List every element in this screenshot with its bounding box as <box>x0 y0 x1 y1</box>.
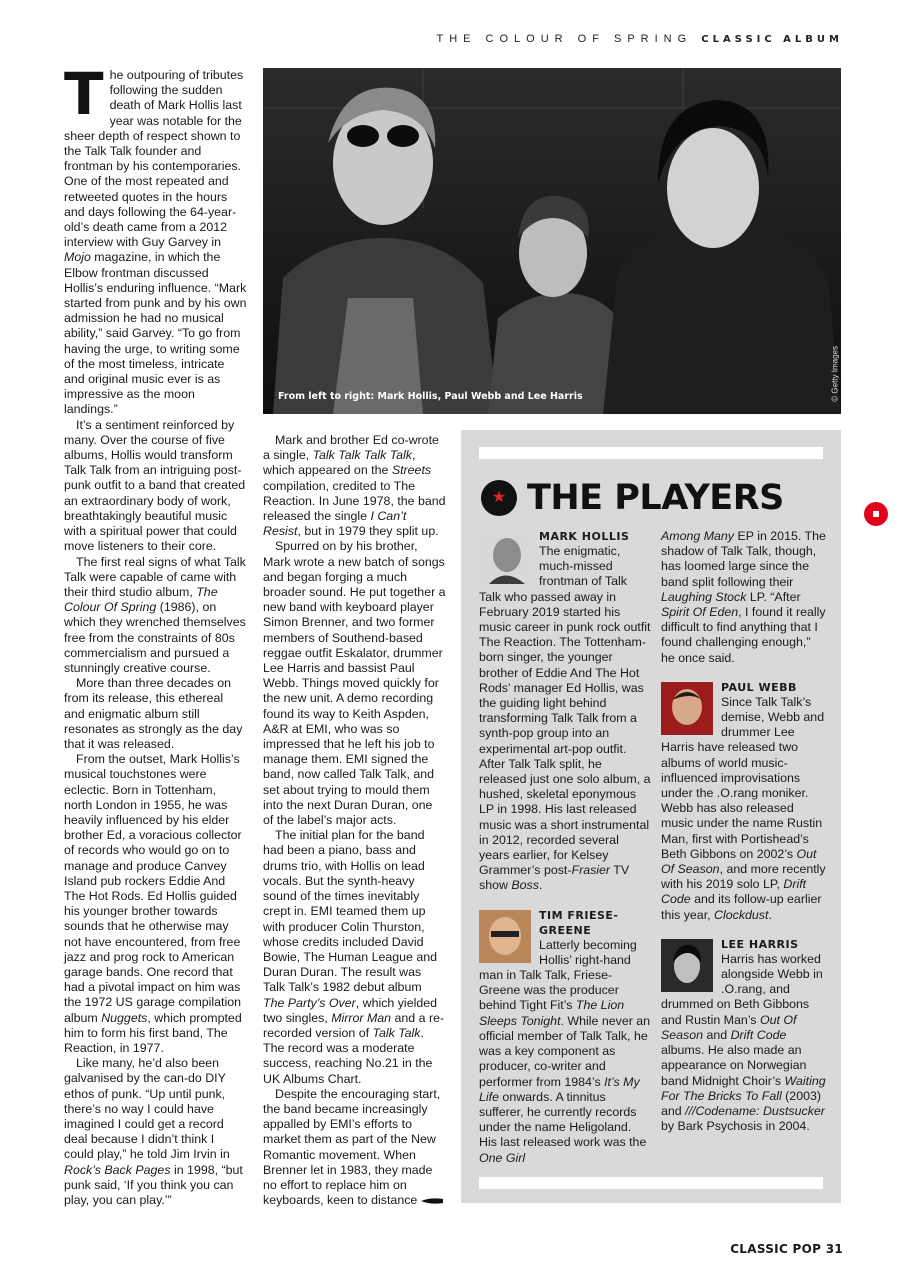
section-title: THE COLOUR OF SPRING <box>436 33 693 45</box>
article-paragraph: Spurred on by his brother, Mark wrote a new batch of songs and began forging a much broader sound. He put together a new band with keyboard player Simon Brenner, and two former members of Southend-based reggae outfit Eskalator, drummer Lee Harris and bassist Paul Webb. Things moved quickly for the new unit. A demo recording found its way to Keith Aspden, A&R at EMI, who was so impressed that he left his job to manage them. EMI signed the band, now called Talk Talk, and set about trying to mould them into the next Duran Duran, one of the label’s major acts. <box>263 539 446 828</box>
player-name: LEE HARRIS <box>721 937 799 951</box>
player-name: PAUL WEBB <box>721 680 797 694</box>
article-paragraph: Mark and brother Ed co-wrote a single, Talk Talk Talk Talk, which appeared on the Streets compilation, credited to The Reaction. In June 1978, the band released the single I Can’t Resist, but in 1979 they split up. <box>263 433 446 539</box>
player-name: MARK HOLLIS <box>539 530 630 543</box>
article-column-1-body <box>64 60 247 1208</box>
continue-arrow-icon <box>421 1197 443 1205</box>
band-photo-image <box>263 68 841 414</box>
player-bio: The enigmatic, much-missed frontman of Talk Talk who passed away in February 2019 started his music career in punk rock outfit The Reaction. The Tottenham-born singer, the younger brother of Eddie And The Hot Rods’ manager Ed Hollis, was the guiding light behind transforming Talk Talk from a synth-pop group into an experimental art-pop outfit. After Talk Talk split, he released just one solo album, a hushed, skeletal eponymous LP in 1998. His last released music was a short instrumental in 2012, recorded several years earlier, for Kelsey Grammer’s post-Frasier TV show Boss. <box>479 544 651 893</box>
article-paragraph: he outpouring of tributes following the sudden death of Mark Hollis last year was notable for the sheer depth of respect shown to the Talk Talk founder and frontman by his contemporaries. One of the most repeated and retweeted quotes in the hours and days following the 64-year-old’s death came from a 2012 interview with Guy Garvey in Mojo magazine, in which the Elbow frontman discussed Hollis’s enduring influence. “Mark started from punk and by his own admission he had no musical ability,” said Garvey. “To go from having the urge, to writing some of the most timeless, intricate and original music ever is as impressive as the moon landings.” <box>64 68 247 417</box>
article-paragraph: From the outset, Mark Hollis’s musical touchstones were eclectic. Born in Tottenham, north London in 1955, he was heavily influenced by his elder brother Ed, a voracious collector of records who would go on to manage and produce Canvey Island pub rockers Eddie And The Hot Rods. Ed Hollis guided his younger brother towards sounds that he otherwise may not have encountered, from free jazz and prog rock to American garage bands. One record that had a pivotal impact on him was the 1972 US garage compilation album Nuggets, which prompted him to form his first band, The Reaction, in 1977. <box>64 752 242 1055</box>
article-column-1 <box>64 60 247 1208</box>
article-paragraph: It’s a sentiment reinforced by many. Over the course of five albums, Hollis would transform Talk Talk from an intriguing post-punk outfit to a band that created an extraordinary body of work, breathtakingly beautiful music with a spiritual power that could move listeners to their core. <box>64 417 246 554</box>
players-heading <box>481 478 784 518</box>
players-column-left <box>479 529 651 1180</box>
player-lee-harris <box>661 937 826 1134</box>
portrait-tim-friese-greene <box>479 910 531 963</box>
players-column-right <box>661 529 826 1148</box>
photo-caption: From left to right: Mark Hollis, Paul Webb and Lee Harris <box>278 391 583 402</box>
article-paragraph: The first real signs of what Talk Talk were capable of came with their third studio album, The Colour Of Spring (1986), on which they wrenched themselves free from the constraints of 80s commercialism and pursued a stunningly creative course. <box>64 554 246 675</box>
photo-credit: © Getty Images <box>831 346 840 402</box>
section-tab-icon <box>864 502 888 526</box>
player-bio: Harris has worked alongside Webb in .O.rang, and drummed on Beth Gibbons and Rustin Man’s Out Of Season and Drift Code albums. He also made an appearance on Norwegian band Midnight Choir’s Waiting For The Bricks To Fall (2003) and ///Codename: Dustsucker by Bark Psychosis in 2004. <box>661 951 826 1134</box>
portrait-lee-harris <box>661 939 713 992</box>
article-paragraph: Despite the encouraging start, the band became increasingly appalled by EMI’s efforts to market them as part of the New Romantic movement. When Brenner let in 1983, they made no effort to replace him on keyboards, keen to distance <box>263 1087 446 1209</box>
players-title: THE PLAYERS <box>527 478 784 518</box>
drop-cap: T <box>64 60 104 128</box>
article-paragraph: Like many, he’d also been galvanised by the can-do DIY ethos of punk. “Up until punk, there’s no way I could have imagined I could get a record deal because I didn’t think I could play,” he told Jim Irvin in Rock’s Back Pages in 1998, “but punk said, ‘If you think you can play, you can play.’” <box>64 1056 243 1208</box>
player-tim-friese-greene <box>479 908 651 1166</box>
running-head <box>436 33 843 45</box>
panel-top-bar <box>479 447 823 459</box>
article-paragraph: The initial plan for the band had been a piano, bass and drums trio, with Hollis on lead vocals. But the synth-heavy sound of the times inevitably crept in. EMI teamed them up with producer Colin Thurston, whose credits included David Bowie, The Human League and Duran Duran. The result was Talk Talk’s 1982 debut album The Party’s Over, which yielded two singles, Mirror Man and a re-recorded version of Talk Talk. The record was a moderate success, reaching No.21 in the UK Albums Chart. <box>263 828 445 1086</box>
article-paragraph: More than three decades on from its release, this ethereal and enigmatic album still resonates as strongly as the day that it was released. <box>64 676 243 751</box>
player-bio: Latterly becoming Hollis’ right-hand man in Talk Talk, Friese-Greene was the producer behind Tight Fit’s The Lion Sleeps Tonight. While never an official member of Talk Talk, he was a key component as producer, co-writer and performer from 1984’s It’s My Life onwards. A tinnitus sufferer, he currently records under the name Heligoland. His last released work was the One Girl <box>479 937 651 1165</box>
player-name: TIM FRIESE-GREENE <box>539 908 619 937</box>
player-mark-hollis <box>479 529 651 894</box>
article-column-2-body <box>263 433 446 1208</box>
page-folio: CLASSIC POP 31 <box>730 1242 843 1256</box>
player-paul-webb <box>661 680 826 923</box>
section-label: CLASSIC ALBUM <box>701 34 843 45</box>
player-bio-continued: Among Many EP in 2015. The shadow of Talk Talk, though, has loomed large since the band split following their Laughing Stock LP. “After Spirit Of Eden, I found it really difficult to find anything that I found challenging enough,” he once said. <box>661 529 826 665</box>
article-column-2 <box>263 433 446 1208</box>
band-photo <box>263 68 841 414</box>
portrait-paul-webb <box>661 682 713 735</box>
player-bio: Since Talk Talk’s demise, Webb and drummer Lee Harris have released two albums of world music-influenced improvisations under the .O.rang moniker. Webb has also released music under the name Rustin Man, first with Portishead’s Beth Gibbons on 2002’s Out Of Season, and more recently with his 2019 solo LP, Drift Code and its follow-up earlier this year, Clockdust. <box>661 694 826 922</box>
star-icon: ★ <box>481 480 517 516</box>
portrait-mark-hollis <box>479 531 531 584</box>
